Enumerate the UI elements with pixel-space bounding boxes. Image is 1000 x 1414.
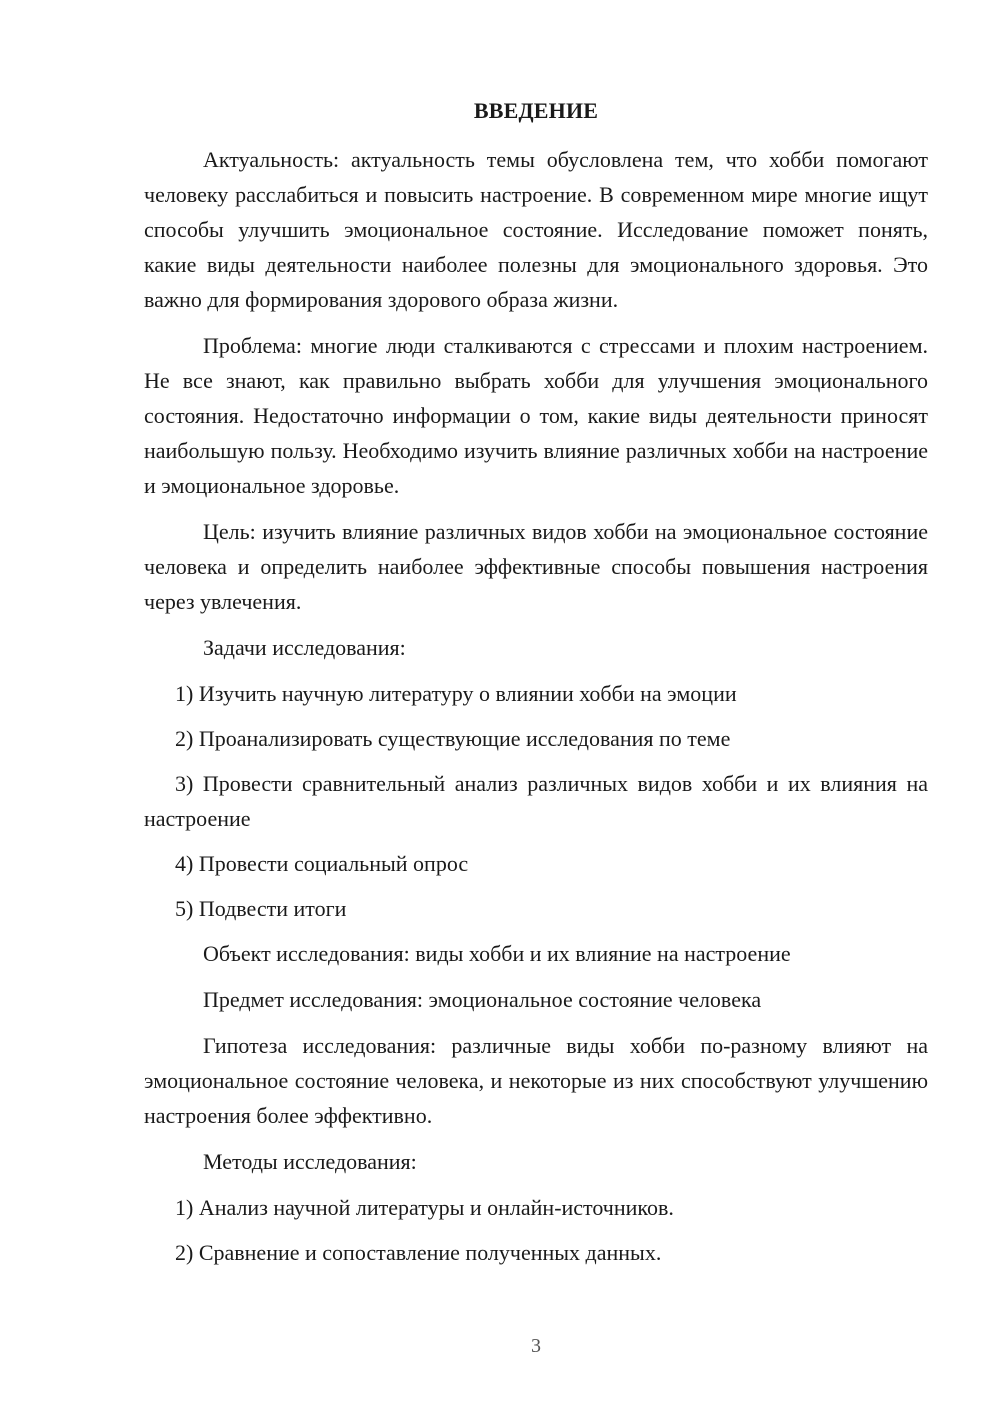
problem-paragraph: Проблема: многие люди сталкиваются с стрессами и плохим настроением. Не все знают, как правильно выбрать хобби для улучшения эмоционального состояния. Недостаточно информации о том, какие виды деятельности приносят наибольшую пользу. Необходимо изучить влияние различных хобби на настроение и эмоциональное здоровье.	[144, 333, 928, 498]
method-item-1: 1) Анализ научной литературы и онлайн-источников.	[175, 1195, 674, 1220]
page-number: 3	[531, 1335, 541, 1357]
method-item-2: 2) Сравнение и сопоставление полученных данных.	[175, 1240, 662, 1265]
task-item-1: 1) Изучить научную литературу о влиянии хобби на эмоции	[175, 681, 737, 706]
methods-heading: Методы исследования:	[203, 1149, 417, 1174]
task-item-3: 3) Провести сравнительный анализ различных видов хобби и их влияния на настроение	[144, 771, 928, 831]
document-body	[144, 142, 928, 1280]
subject-paragraph: Предмет исследования: эмоциональное состояние человека	[203, 987, 762, 1012]
relevance-paragraph: Актуальность: актуальность темы обусловлена тем, что хобби помогают человеку расслабиться и повысить настроение. В современном мире многие ищут способы улучшить эмоциональное состояние. Исследование поможет понять, какие виды деятельности наиболее полезны для эмоционального здоровья. Это важно для формирования здорового образа жизни.	[144, 147, 928, 312]
tasks-heading: Задачи исследования:	[203, 635, 406, 660]
task-item-2: 2) Проанализировать существующие исследования по теме	[175, 726, 731, 751]
page-title: ВВЕДЕНИЕ	[473, 98, 599, 123]
goal-paragraph: Цель: изучить влияние различных видов хобби на эмоциональное состояние человека и определить наиболее эффективные способы повышения настроения через увлечения.	[144, 519, 928, 614]
hypothesis-paragraph: Гипотеза исследования: различные виды хобби по-разному влияют на эмоциональное состояние человека, и некоторые из них способствуют улучшению настроения более эффективно.	[144, 1033, 928, 1128]
object-paragraph: Объект исследования: виды хобби и их влияние на настроение	[203, 941, 791, 966]
task-item-4: 4) Провести социальный опрос	[175, 851, 469, 876]
task-item-5: 5) Подвести итоги	[175, 896, 347, 921]
